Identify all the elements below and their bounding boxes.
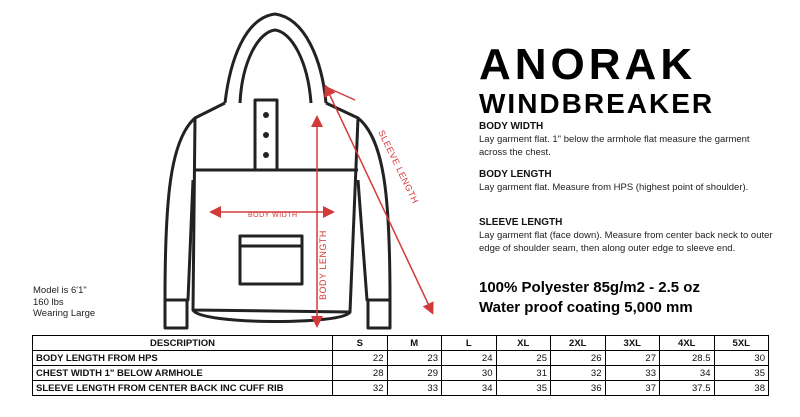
- table-cell: 27: [605, 351, 660, 366]
- row-description: CHEST WIDTH 1" BELOW ARMHOLE: [33, 366, 333, 381]
- measure-text: Lay garment flat (face down). Measure from center back neck to outer edge of shoulder seam, then along outer edge to sleeve end.: [479, 230, 773, 254]
- body-width-label: BODY WIDTH: [248, 212, 298, 219]
- measure-text: Lay garment flat. Measure from HPS (highest point of shoulder).: [479, 182, 749, 193]
- header-size: S: [333, 336, 388, 351]
- table-row: [33, 351, 769, 366]
- table-cell: 37.5: [660, 381, 715, 396]
- model-size: Wearing Large: [33, 308, 96, 319]
- model-weight: 160 lbs: [33, 296, 64, 308]
- measure-sleeve-length: [479, 216, 779, 255]
- measure-heading: BODY WIDTH: [479, 121, 544, 132]
- table-row: [33, 366, 769, 381]
- header-size: M: [387, 336, 442, 351]
- header-size: 4XL: [660, 336, 715, 351]
- table-cell: 35: [714, 366, 769, 381]
- model-height: Model is 6'1": [33, 285, 87, 296]
- header-size: 5XL: [714, 336, 769, 351]
- table-cell: 34: [660, 366, 715, 381]
- header-size: L: [442, 336, 497, 351]
- table-cell: 28: [333, 366, 388, 381]
- body-length-label: BODY LENGTH: [318, 230, 328, 300]
- table-cell: 26: [551, 351, 606, 366]
- product-title: ANORAK: [479, 40, 697, 89]
- table-cell: 31: [496, 366, 551, 381]
- placket-buttons: [263, 112, 269, 158]
- measure-text: Lay garment flat. 1" below the armhole flat measure the garment across the chest.: [479, 134, 750, 158]
- header-size: XL: [496, 336, 551, 351]
- table-cell: 23: [387, 351, 442, 366]
- table-cell: 30: [442, 366, 497, 381]
- product-subtitle: WINDBREAKER: [479, 88, 715, 119]
- measure-body-width: [479, 120, 779, 159]
- table-cell: 29: [387, 366, 442, 381]
- row-description: BODY LENGTH FROM HPS: [33, 351, 333, 366]
- table-cell: 37: [605, 381, 660, 396]
- table-cell: 38: [714, 381, 769, 396]
- header-description: DESCRIPTION: [33, 336, 333, 351]
- table-cell: 32: [551, 366, 606, 381]
- size-chart-table: [32, 335, 769, 396]
- measure-body-length: [479, 168, 779, 194]
- table-cell: 32: [333, 381, 388, 396]
- table-cell: 28.5: [660, 351, 715, 366]
- table-cell: 36: [551, 381, 606, 396]
- table-header-row: [33, 336, 769, 351]
- measure-heading: BODY LENGTH: [479, 169, 552, 180]
- jacket-outline: [165, 14, 390, 328]
- header-size: 2XL: [551, 336, 606, 351]
- table-cell: 33: [387, 381, 442, 396]
- header-size: 3XL: [605, 336, 660, 351]
- model-info: [33, 285, 95, 320]
- row-description: SLEEVE LENGTH FROM CENTER BACK INC CUFF RIB: [33, 381, 333, 396]
- fabric-spec: 100% Polyester 85g/m2 - 2.5 oz: [479, 279, 700, 296]
- table-cell: 24: [442, 351, 497, 366]
- table-cell: 30: [714, 351, 769, 366]
- table-cell: 33: [605, 366, 660, 381]
- table-cell: 35: [496, 381, 551, 396]
- table-cell: 34: [442, 381, 497, 396]
- table-cell: 25: [496, 351, 551, 366]
- sleeve-length-label: SLEEVE LENGTH: [376, 128, 421, 206]
- table-cell: 22: [333, 351, 388, 366]
- waterproof-spec: Water proof coating 5,000 mm: [479, 299, 693, 316]
- table-row: [33, 381, 769, 396]
- measure-heading: SLEEVE LENGTH: [479, 217, 563, 228]
